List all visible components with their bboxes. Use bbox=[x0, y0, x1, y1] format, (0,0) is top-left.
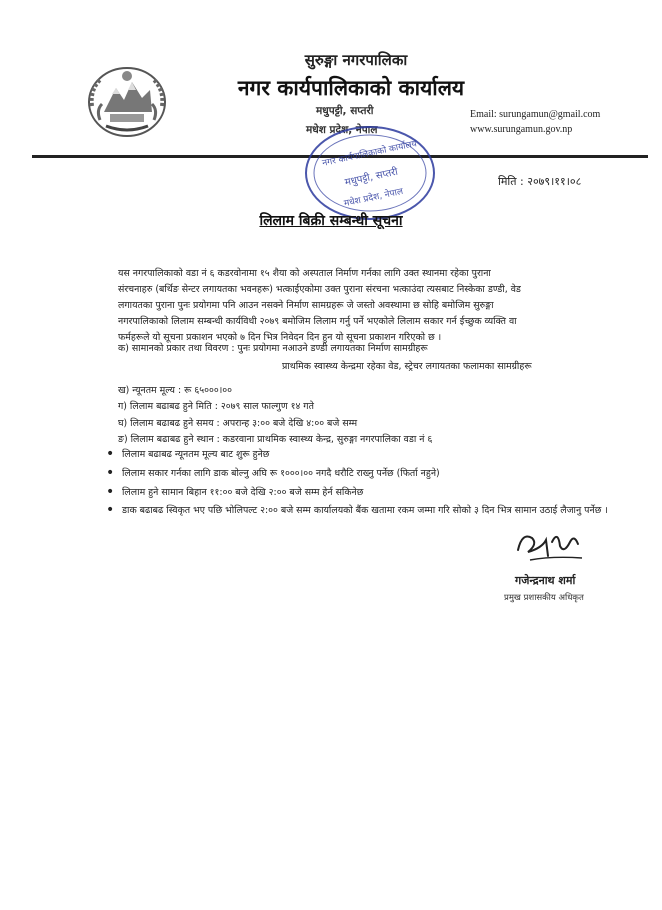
signature bbox=[512, 520, 592, 570]
office-name: नगर कार्यपालिकाको कार्यालय bbox=[237, 76, 465, 100]
stamp-line-2: मधुपट्टी, सप्तरी bbox=[343, 166, 399, 189]
item-auction-time: घ) लिलाम बढाबढ हुने समय : अपरान्ह ३:०० बजे देखि ४:०० बजे सम्म bbox=[118, 418, 358, 429]
address-line-2: मधेश प्रदेश, नेपाल bbox=[306, 124, 378, 136]
list-item: • लिलाम सकार गर्नका लागि डाक बोल्नु अघि रू १०००।०० नगदै धरौटि राख्नु पर्नेछ (फिर्ता नहुने) bbox=[106, 465, 626, 482]
body-line: यस नगरपालिकाको वडा नं ६ कडरवोनामा १५ शैया को अस्पताल निर्माण गर्नका लागि उक्त स्थानमा रहेका पुराना bbox=[118, 268, 491, 279]
item-goods-description-cont: प्राथमिक स्वास्थ्य केन्द्रमा रहेका वेड, स्ट्रेचर लगायतका फलामका सामग्रीहरू bbox=[282, 361, 532, 372]
body-line: फर्महरूले यो सूचना प्रकाशन भएको ७ दिन भित्र निवेदन दिन हुन यो सूचना प्रकाशन गरिएको छ । bbox=[118, 332, 442, 343]
item-minimum-price: ख) न्यूनतम मूल्य : रू ६५०००।०० bbox=[118, 385, 233, 396]
item-goods-description: क) सामानको प्रकार तथा विवरण : पुनः प्रयोगमा नआउने डण्डी लगायतका निर्माण सामग्रीहरू bbox=[118, 343, 428, 354]
notice-date: मिति : २०७९।११।०८ bbox=[498, 175, 582, 188]
item-auction-venue: ङ) लिलाम बढाबढ हुने स्थान : कडरवाना प्राथमिक स्वास्थ्य केन्द्र, सुरुङ्गा नगरपालिका वडा नं ६ bbox=[118, 434, 433, 445]
item-auction-date: ग) लिलाम बढाबढ हुने मिति : २०७९ साल फाल्गुण १४ गते bbox=[118, 401, 314, 412]
signer-designation: प्रमुख प्रशासकीय अधिकृत bbox=[504, 593, 584, 603]
contact-email: Email: surungamun@gmail.com bbox=[470, 109, 601, 120]
municipality-name: सुरुङ्गा नगरपालिका bbox=[304, 51, 408, 69]
list-item: • लिलाम हुने सामान बिहान ११:०० बजे देखि २:०० बजे सम्म हेर्न सकिनेछ bbox=[106, 484, 626, 501]
stamp-line-3: मधेश प्रदेश, नेपाल bbox=[343, 186, 405, 210]
notice-title: लिलाम बिक्री सम्बन्धी सूचना bbox=[259, 213, 403, 229]
body-line: लगायतका पुराना पुनः प्रयोगमा पनि आउन नसक्ने निर्माण सामग्रहरू जे जस्तो अवस्थामा छ सोहि बमोजिम सुरुङ्गा bbox=[118, 300, 494, 311]
signer-name: गजेन्द्रनाथ शर्मा bbox=[515, 574, 576, 587]
conditions-list bbox=[106, 446, 626, 519]
body-line: संरचनाहरु (बर्थिङ सेन्टर लगायतका भवनहरू) भत्काईएकोमा उक्त पुराना संरचना भत्काउंदा त्यसबाट निस्केका डण्डी, वेड bbox=[118, 284, 521, 295]
notice-body bbox=[118, 266, 630, 346]
stamp-line-1: नगर कार्यपालिकाको कार्यालय bbox=[321, 139, 418, 169]
list-item: • लिलाम बढाबढ न्यूनतम मूल्य बाट शुरू हुनेछ bbox=[106, 446, 626, 463]
list-item: • डाक बढाबढ स्विकृत भए पछि भोलिपल्ट २:०० बजे सम्म कार्यालयको बैंक खतामा रकम जम्मा गरि सोको ३ दिन भित्र सामान उठाई लैजानु पर्नेछ । bbox=[106, 502, 626, 519]
body-line: नगरपालिकाको लिलाम सम्बन्धी कार्यविधी २०७९ बमोजिम लिलाम गर्नु पर्ने भएकोले लिलाम सकार गर्न ईच्छुक व्यक्ति वा bbox=[118, 316, 517, 327]
contact-website: www.surungamun.gov.np bbox=[470, 124, 573, 135]
address-line-1: मधुपट्टी, सप्तरी bbox=[316, 105, 374, 117]
